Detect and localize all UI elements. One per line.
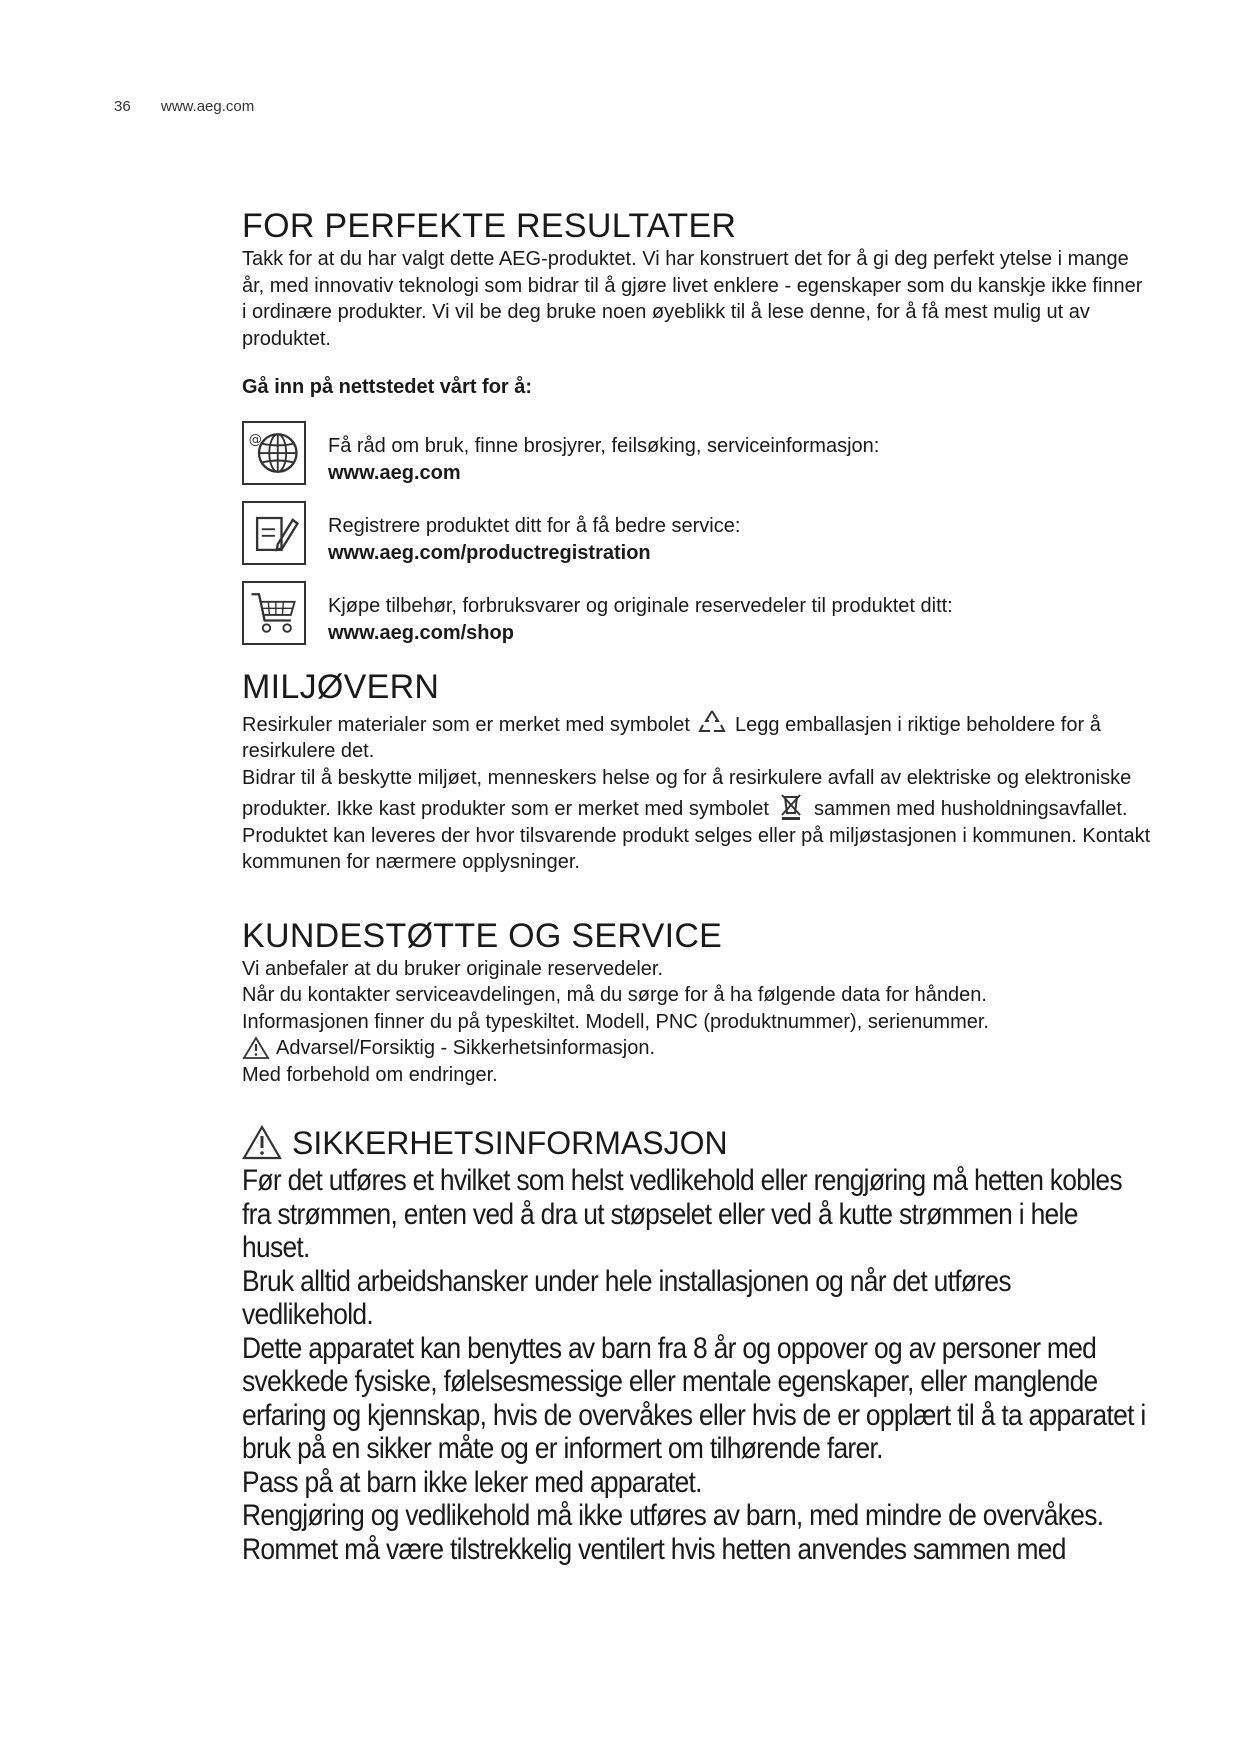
intro-title: FOR PERFEKTE RESULTATER — [242, 207, 737, 245]
support-notice: Med forbehold om endringer. — [242, 1063, 498, 1086]
safety-paragraph-4: Pass på at barn ikke leker med apparatet. — [242, 1465, 702, 1499]
link-row-register — [242, 501, 1152, 567]
document-content — [242, 206, 1152, 1566]
header-site-link[interactable]: www.aeg.com — [160, 98, 255, 115]
link-shop-text: Kjøpe tilbehør, forbruksvarer og originale reservedeler til produktet ditt: — [328, 594, 953, 617]
environment-paragraph-1 — [242, 707, 1152, 765]
environment-section — [242, 667, 1152, 876]
safety-paragraph-5: Rengjøring og vedlikehold må ikke utføres av barn, med mindre de overvåkes. — [242, 1499, 1104, 1532]
warning-icon — [242, 1036, 270, 1060]
safety-body — [242, 1164, 1148, 1566]
safety-paragraph-1: Før det utføres et hvilket som helst vedlikehold eller rengjøring må hetten kobles fra strømmen, enten ved å dra ut støpselet eller ved å kutte strømmen i hele huset. — [242, 1164, 1122, 1264]
support-section — [242, 916, 1152, 1089]
safety-heading — [242, 1124, 1152, 1162]
globe-icon — [242, 421, 306, 485]
link-advice-url[interactable]: www.aeg.com — [328, 461, 461, 484]
link-advice-text: Få råd om bruk, finne brosjyrer, feilsøking, serviceinformasjon: — [328, 434, 880, 457]
environment-p1-after: Legg emballasjen i riktige beholdere for å resirkulere det. — [242, 713, 1101, 762]
environment-p2-after: sammen med husholdningsavfallet. Produktet kan leveres der hvor tilsvarende produkt selges eller på miljøstasjonen i kommunen. Kontakt kommunen for nærmere opplysninger. — [242, 798, 1151, 873]
support-line-1: Vi anbefaler at du bruker originale reservedeler. — [242, 957, 663, 980]
weee-bin-icon — [776, 791, 806, 821]
environment-title: MILJØVERN — [242, 667, 440, 706]
page-number: 36 — [114, 98, 131, 115]
environment-p2-before: Bidrar til å beskytte miljøet, menneskers helse og for å resirkulere avfall av elektriske og elektroniske produkter. Ikke kast produkter som er merket med symbolet — [242, 766, 1132, 820]
safety-paragraph-6: Rommet må være tilstrekkelig ventilert hvis hetten anvendes sammen med — [242, 1532, 1066, 1566]
page-header — [114, 98, 280, 115]
environment-p1-before: Resirkuler materialer som er merket med symbolet — [242, 713, 690, 736]
warning-icon — [242, 1125, 282, 1161]
support-line-2: Når du kontakter serviceavdelingen, må du sørge for å ha følgende data for hånden. — [242, 984, 987, 1006]
support-line-3: Informasjonen finner du på typeskiltet. Modell, PNC (produktnummer), serienummer. — [242, 1010, 989, 1033]
safety-title: SIKKERHETSINFORMASJON — [292, 1125, 728, 1161]
support-warning — [242, 1035, 1152, 1062]
cart-icon — [242, 581, 306, 645]
support-title: KUNDESTØTTE OG SERVICE — [242, 916, 723, 955]
safety-section — [242, 1124, 1152, 1566]
link-row-shop — [242, 581, 1152, 647]
recycle-icon — [697, 707, 727, 737]
intro-text: Takk for at du har valgt dette AEG-produktet. Vi har konstruert det for å gi deg perfekt ytelse i mange år, med innovativ teknologi som bidrar til å gjøre livet enklere - egenskaper som du kanskje ikke finner i ordinære produkter. Vi vil be deg bruke noen øyeblikk til å lese denne, for å få mest mulig ut av produktet. — [242, 248, 1143, 350]
link-shop-url[interactable]: www.aeg.com/shop — [328, 621, 514, 644]
environment-paragraph-2 — [242, 765, 1152, 876]
link-register-text: Registrere produktet ditt for å få bedre service: — [328, 514, 741, 537]
link-row-advice — [242, 421, 1152, 487]
support-warning-text: Advarsel/Forsiktig - Sikkerhetsinformasjon. — [276, 1037, 656, 1059]
safety-paragraph-2: Bruk alltid arbeidshansker under hele installasjonen og når det utføres vedlikehold. — [242, 1264, 1011, 1331]
register-icon — [242, 501, 306, 565]
visit-heading: Gå inn på nettstedet vårt for å: — [242, 376, 533, 398]
safety-paragraph-3: Dette apparatet kan benyttes av barn fra 8 år og oppover og av personer med svekkede fysiske, følelsesmessige eller mentale egenskaper, eller manglende erfaring og kjennskap, hvis de overvåkes eller hvis de er opplært til å ta apparatet i bruk på en sikker måte og er informert om tilhørende farer. — [242, 1331, 1146, 1465]
svg-text:@: @ — [248, 432, 262, 448]
link-register-url[interactable]: www.aeg.com/productregistration — [328, 541, 651, 564]
